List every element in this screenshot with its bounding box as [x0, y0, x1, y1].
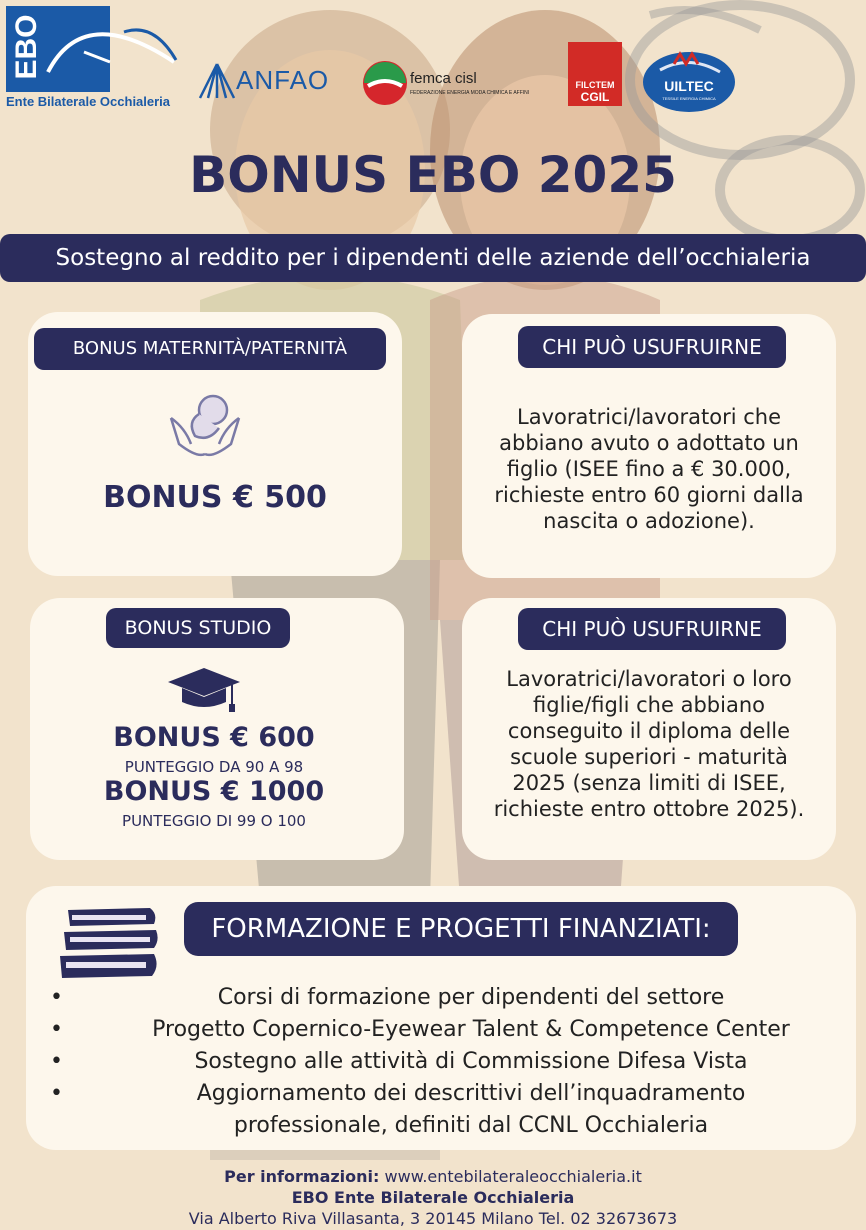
eligibility-tag-maternity: [518, 326, 786, 368]
bullet: •: [50, 1049, 63, 1074]
eligibility-line: richieste entro ottobre 2025).: [493, 797, 805, 821]
maternity-bonus-amount: BONUS € 500: [103, 480, 327, 515]
femca-logo-subtitle: FEDERAZIONE ENERGIA MODA CHIMICA E AFFINI: [410, 90, 530, 96]
list-item: [26, 982, 856, 1014]
anfao-logo: [198, 60, 329, 100]
ebo-eye-icon: [44, 12, 178, 82]
eligibility-tag-study-label: CHI PUÒ USUFRUIRNE: [542, 617, 762, 641]
graduation-cap-icon: [166, 666, 242, 716]
page-title: BONUS EBO 2025: [189, 146, 677, 204]
training-item-text: Corsi di formazione per dipendenti del settore: [217, 985, 725, 1010]
list-item: [26, 1014, 856, 1046]
eligibility-line: 2025 (senza limiti di ISEE,: [512, 771, 786, 795]
maternity-bonus-tag-label: BONUS MATERNITÀ/PATERNITÀ: [72, 338, 348, 359]
footer: [0, 1166, 866, 1229]
eligibility-line: scuole superiori - maturità: [510, 745, 788, 769]
ebo-logo-caption: Ente Bilaterale Occhialeria: [6, 94, 171, 109]
uiltec-logo-subtitle: TESSILE ENERGIA CHIMICA: [662, 96, 716, 101]
footer-website-link[interactable]: www.entebilateraleocchialeria.it: [384, 1167, 642, 1186]
femca-circle-icon: [362, 60, 408, 106]
eligibility-line: figlie/figli che abbiano: [533, 693, 765, 717]
list-item-continuation: [26, 1110, 856, 1142]
ebo-logo: [6, 6, 178, 110]
eligibility-tag-maternity-label: CHI PUÒ USUFRUIRNE: [542, 335, 762, 359]
filctem-logo-line1: FILCTEM: [575, 80, 615, 90]
filctem-logo-line2: CGIL: [580, 90, 610, 104]
study-bonus-note-1: PUNTEGGIO DA 90 A 98: [124, 758, 304, 776]
books-stack-icon: [58, 904, 162, 988]
study-bonus-amount-1: BONUS € 600: [113, 722, 315, 753]
ebo-logo-letters: EBO: [10, 14, 43, 80]
uiltec-logo-name: UILTEC: [664, 78, 714, 94]
study-bonus-amount-2: BONUS € 1000: [103, 776, 325, 807]
filctem-logo: [568, 42, 622, 106]
training-tag-label: FORMAZIONE E PROGETTI FINANZIATI:: [211, 914, 711, 944]
footer-address: Via Alberto Riva Villasanta, 3 20145 Milano Tel. 02 32673673: [188, 1209, 678, 1228]
eligibility-text-maternity: [462, 404, 836, 534]
study-bonus-note-2: PUNTEGGIO DI 99 O 100: [122, 812, 306, 830]
footer-org: EBO Ente Bilaterale Occhialeria: [291, 1188, 575, 1207]
eligibility-line: conseguito il diploma delle: [507, 719, 791, 743]
eligibility-card-study: [462, 598, 836, 860]
eligibility-line: Lavoratrici/lavoratori che: [517, 405, 781, 429]
eligibility-tag-study: [518, 608, 786, 650]
footer-info-line: [0, 1166, 866, 1187]
anfao-logo-text: ANFAO: [236, 64, 330, 95]
femca-logo-name: femca cisl: [410, 70, 477, 87]
eligibility-line: figlio (ISEE fino a € 30.000,: [506, 457, 792, 481]
maternity-bonus-card: [28, 312, 402, 576]
footer-info-label: Per informazioni:: [224, 1167, 380, 1186]
maternity-bonus-tag: [34, 328, 386, 370]
training-item-text: Aggiornamento dei descrittivi dell’inquadramento: [196, 1081, 746, 1106]
baby-in-hands-icon: [167, 388, 243, 464]
study-bonus-card: [30, 598, 404, 860]
training-list: [26, 982, 856, 1142]
bullet: •: [50, 1017, 63, 1042]
training-card: [26, 886, 856, 1150]
training-item-text: Sostegno alle attività di Commissione Difesa Vista: [194, 1049, 748, 1074]
study-bonus-tag-label: BONUS STUDIO: [124, 617, 272, 639]
subtitle-banner: [0, 234, 866, 282]
bullet: •: [50, 985, 63, 1010]
list-item: [26, 1078, 856, 1110]
study-bonus-tag: [106, 608, 290, 648]
subtitle-text: Sostegno al reddito per i dipendenti delle aziende dell’occhialeria: [55, 245, 811, 271]
eligibility-card-maternity: [462, 314, 836, 578]
training-item-text: professionale, definiti dal CCNL Occhialeria: [233, 1113, 709, 1138]
eligibility-text-study: [462, 666, 836, 822]
anfao-shell-icon: [198, 60, 236, 100]
eligibility-line: Lavoratrici/lavoratori o loro: [506, 667, 792, 691]
list-item: [26, 1046, 856, 1078]
eligibility-line: richieste entro 60 giorni dalla: [494, 483, 804, 507]
eligibility-line: abbiano avuto o adottato un: [499, 431, 799, 455]
eligibility-line: nascita o adozione).: [543, 509, 755, 533]
uiltec-logo: [640, 50, 738, 114]
training-item-text: Progetto Copernico-Eyewear Talent & Competence Center: [152, 1017, 790, 1042]
training-tag: [184, 902, 738, 956]
femca-logo: [362, 60, 542, 106]
bullet: •: [50, 1081, 63, 1106]
